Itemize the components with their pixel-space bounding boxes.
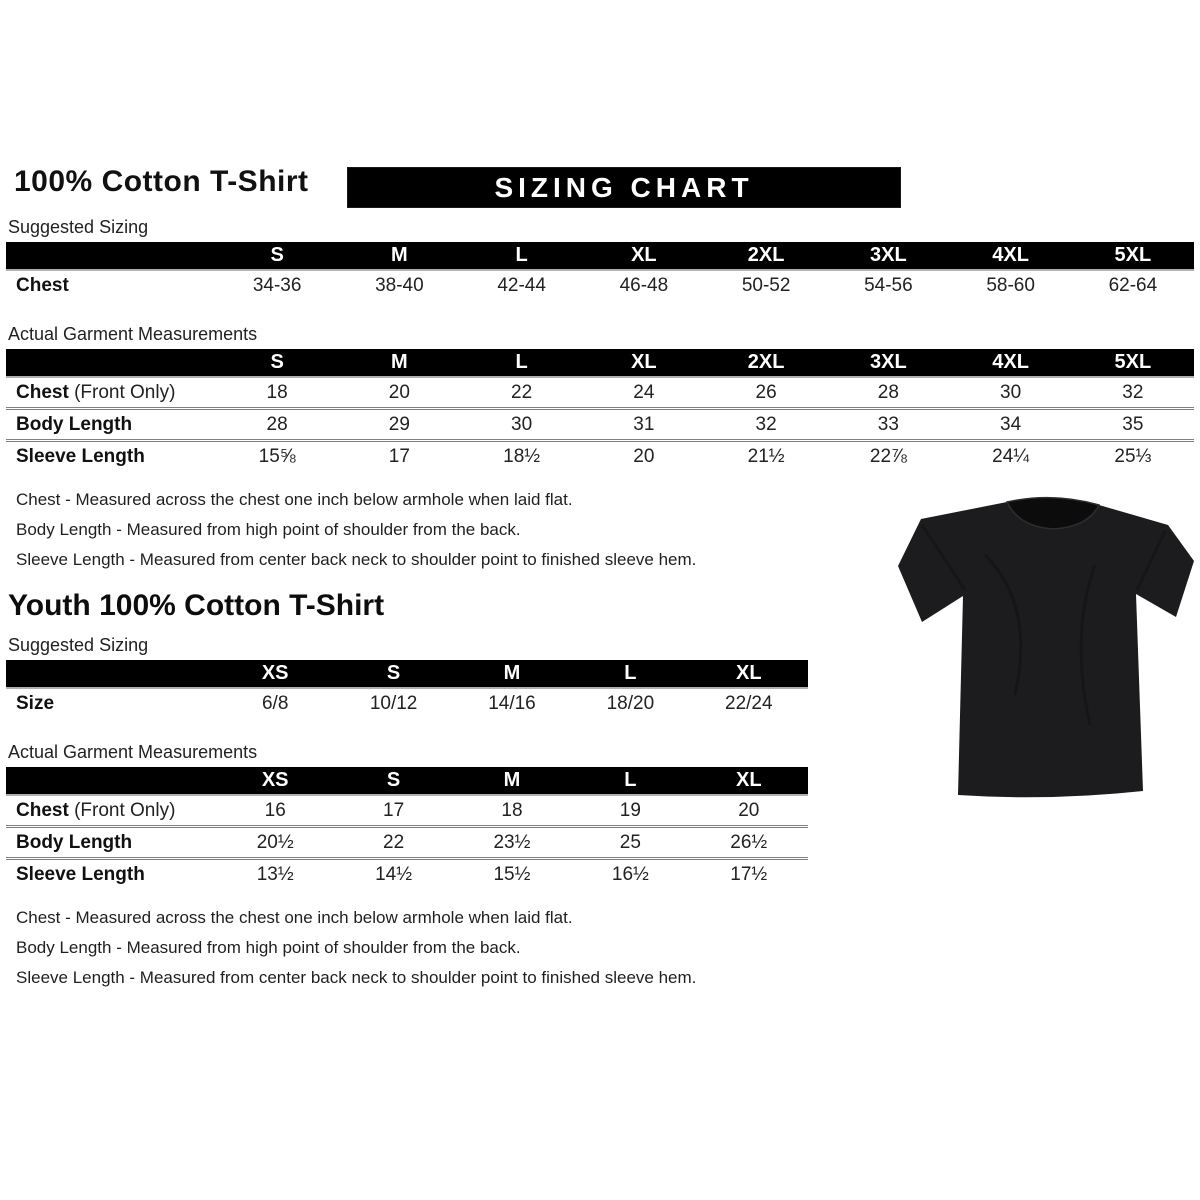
note-chest: Chest - Measured across the chest one inch below armhole when laid flat.	[16, 908, 573, 927]
measurement-cell: 18	[266, 381, 288, 403]
measurement-cell: 6/8	[261, 692, 289, 714]
size-column-header: S	[334, 767, 452, 795]
size-column-header: L	[571, 767, 689, 795]
measurement-cell: 16	[264, 799, 286, 821]
size-column-header: 4XL	[950, 242, 1072, 270]
row-label: Sleeve Length	[6, 441, 216, 472]
size-header-row	[6, 242, 1194, 270]
measurement-cell: 22	[511, 381, 533, 403]
measurement-cell: 46-48	[619, 274, 669, 296]
row-label: Chest (Front Only)	[16, 381, 176, 403]
row-label: Size	[16, 692, 55, 714]
row-label: Chest (Front Only)	[16, 799, 176, 821]
size-column-header: S	[216, 242, 338, 270]
measurement-cell: 20	[388, 381, 410, 403]
measurement-cell: 25⅓	[1072, 441, 1194, 472]
size-header-row	[6, 767, 808, 795]
measurement-row	[6, 377, 1194, 409]
size-header-row	[6, 349, 1194, 377]
measurement-cell: 32	[1122, 381, 1144, 403]
measurement-cell: 20½	[216, 827, 334, 859]
size-column-header: 5XL	[1072, 349, 1194, 377]
measurement-cell: 14½	[334, 859, 452, 890]
size-column-header: L	[461, 349, 583, 377]
measurement-row	[6, 270, 1194, 300]
size-column-header: XL	[583, 242, 705, 270]
measurement-cell: 16½	[571, 859, 689, 890]
measurement-cell: 54-56	[864, 274, 913, 296]
size-column-header: L	[461, 242, 583, 270]
measurement-cell: 28	[877, 381, 899, 403]
measurement-cell: 20	[738, 799, 760, 821]
measurement-cell: 17	[383, 799, 405, 821]
youth-section-title: Youth 100% Cotton T-Shirt	[8, 589, 385, 622]
size-column-header: S	[334, 660, 452, 688]
size-column-header: 3XL	[827, 242, 949, 270]
size-column-header: 2XL	[705, 242, 827, 270]
measurement-row	[6, 795, 808, 827]
size-column-header: XS	[216, 767, 334, 795]
adult-suggested-sizing-table	[6, 242, 1194, 300]
measurement-cell: 32	[705, 409, 827, 441]
size-column-header: M	[338, 349, 460, 377]
row-label: Sleeve Length	[6, 859, 216, 890]
measurement-row	[6, 688, 808, 718]
note-body-length: Body Length - Measured from high point of shoulder from the back.	[16, 520, 521, 539]
measurement-cell: 17½	[690, 859, 808, 890]
measurement-cell: 22	[334, 827, 452, 859]
measurement-cell: 28	[216, 409, 338, 441]
measurement-row	[6, 827, 808, 859]
row-label: Body Length	[6, 409, 216, 441]
size-column-header: M	[453, 660, 571, 688]
measurement-cell: 20	[583, 441, 705, 472]
note-sleeve-length: Sleeve Length - Measured from center back neck to shoulder point to finished sleeve hem.	[16, 550, 697, 569]
youth-suggested-sizing-label: Suggested Sizing	[8, 635, 149, 655]
measurement-cell: 26	[755, 381, 777, 403]
measurement-cell: 19	[619, 799, 641, 821]
youth-measurement-notes	[16, 903, 1194, 993]
measurement-cell: 18½	[461, 441, 583, 472]
measurement-cell: 50-52	[741, 274, 791, 296]
measurement-cell: 22⅞	[827, 441, 949, 472]
page-header	[6, 165, 1194, 211]
measurement-cell: 38-40	[375, 274, 424, 296]
measurement-row	[6, 859, 808, 890]
measurement-cell: 21½	[705, 441, 827, 472]
size-column-header: 2XL	[705, 349, 827, 377]
adult-suggested-sizing-label: Suggested Sizing	[8, 217, 149, 237]
measurement-cell: 29	[338, 409, 460, 441]
size-column-header: 4XL	[950, 349, 1072, 377]
measurement-cell: 24¼	[950, 441, 1072, 472]
header-spacer	[6, 767, 216, 795]
measurement-cell: 34-36	[252, 274, 302, 296]
measurement-cell: 25	[571, 827, 689, 859]
size-column-header: S	[216, 349, 338, 377]
youth-suggested-sizing-table	[6, 660, 808, 718]
measurement-cell: 13½	[216, 859, 334, 890]
size-column-header: M	[338, 242, 460, 270]
t-shirt-body-shape	[898, 497, 1194, 797]
note-body-length: Body Length - Measured from high point of shoulder from the back.	[16, 938, 521, 957]
adult-actual-measurements-label: Actual Garment Measurements	[8, 324, 258, 344]
header-spacer	[6, 660, 216, 688]
t-shirt-illustration	[885, 465, 1197, 810]
measurement-cell: 22/24	[725, 692, 773, 714]
row-label: Body Length	[6, 827, 216, 859]
measurement-cell: 34	[950, 409, 1072, 441]
measurement-cell: 30	[1000, 381, 1022, 403]
measurement-cell: 10/12	[369, 692, 418, 714]
youth-actual-measurements-table	[6, 767, 808, 889]
measurement-cell: 15½	[453, 859, 571, 890]
measurement-row	[6, 409, 1194, 441]
measurement-cell: 15⅝	[216, 441, 338, 472]
black-t-shirt-image	[885, 465, 1197, 810]
page-title: 100% Cotton T-Shirt	[14, 165, 309, 198]
size-column-header: L	[571, 660, 689, 688]
size-column-header: XL	[690, 767, 808, 795]
note-sleeve-length: Sleeve Length - Measured from center back neck to shoulder point to finished sleeve hem.	[16, 968, 697, 987]
measurement-cell: 31	[583, 409, 705, 441]
size-column-header: XL	[690, 660, 808, 688]
measurement-cell: 17	[338, 441, 460, 472]
size-column-header: XS	[216, 660, 334, 688]
measurement-cell: 62-64	[1108, 274, 1158, 296]
measurement-cell: 18/20	[606, 692, 655, 714]
row-label: Chest	[16, 274, 69, 296]
size-header-row	[6, 660, 808, 688]
measurement-cell: 24	[633, 381, 655, 403]
measurement-cell: 35	[1072, 409, 1194, 441]
measurement-cell: 18	[501, 799, 523, 821]
youth-actual-measurements-label: Actual Garment Measurements	[8, 742, 258, 762]
measurement-cell: 23½	[453, 827, 571, 859]
banner-label: SIZING CHART	[494, 171, 754, 203]
size-column-header: M	[453, 767, 571, 795]
measurement-cell: 33	[827, 409, 949, 441]
size-column-header: XL	[583, 349, 705, 377]
header-spacer	[6, 242, 216, 270]
note-chest: Chest - Measured across the chest one inch below armhole when laid flat.	[16, 490, 573, 509]
header-spacer	[6, 349, 216, 377]
measurement-cell: 30	[461, 409, 583, 441]
measurement-cell: 58-60	[986, 274, 1035, 296]
measurement-cell: 42-44	[497, 274, 546, 296]
size-column-header: 5XL	[1072, 242, 1194, 270]
size-column-header: 3XL	[827, 349, 949, 377]
measurement-cell: 26½	[690, 827, 808, 859]
sizing-chart-banner	[347, 167, 901, 208]
measurement-cell: 14/16	[488, 692, 536, 714]
adult-actual-measurements-table	[6, 349, 1194, 471]
